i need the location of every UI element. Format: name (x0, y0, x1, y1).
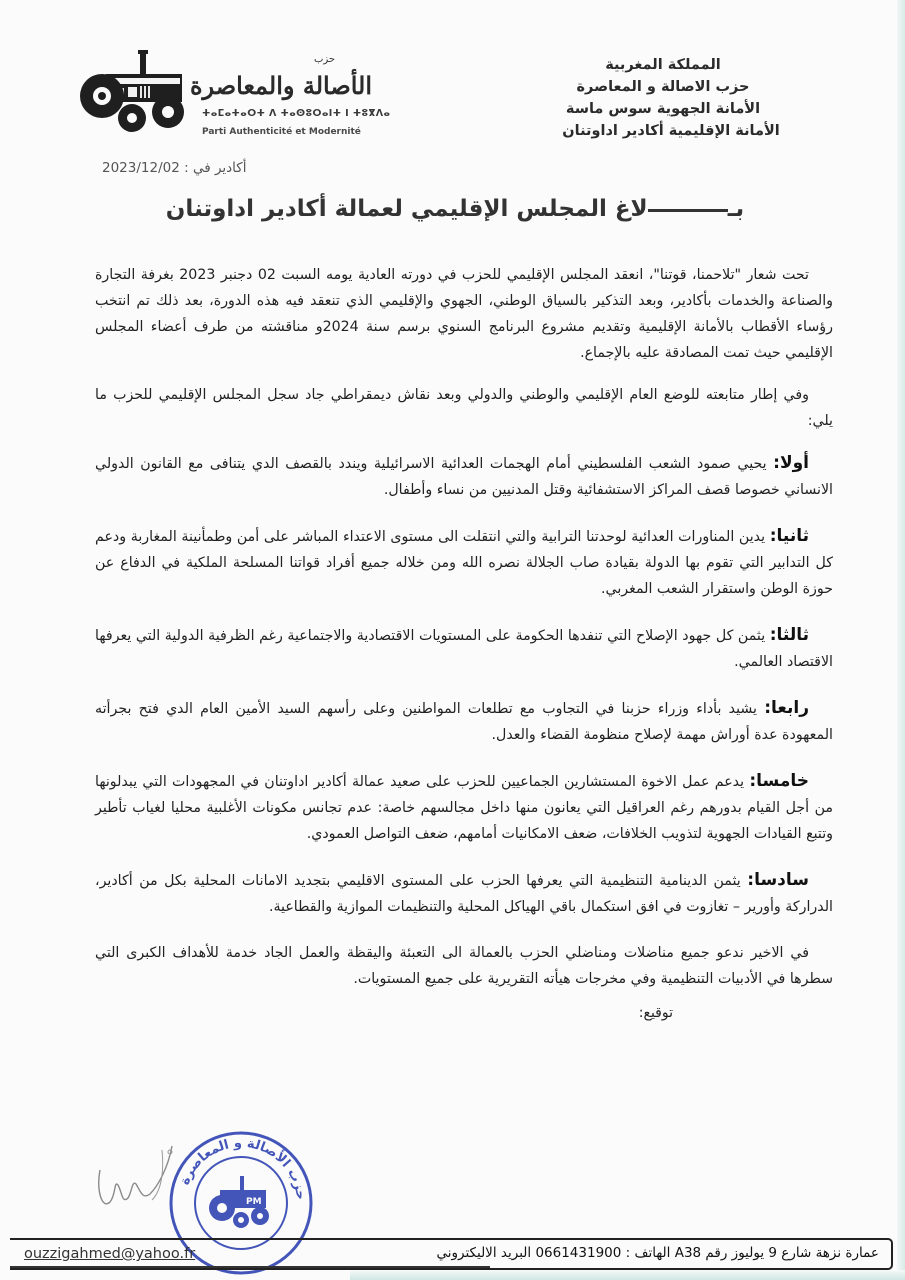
logo-tifinagh-name: ⵜⴰⵎⴰⵜⴰⵔⵜ ⴷ ⵜⴰⵙⵓⵔⴰⵏⵜ ⵏ ⵜⵓⴳⴷⴰ (202, 108, 391, 119)
logo-hizb-word: حزب (314, 54, 336, 65)
item-text: يشيد بأداء وزراء حزبنا في التجاوب مع تطلعات المواطنين وعلى رأسهم السيد الأمين العام الدي فتح بجرأته المعهودة عدة أوراش مهمة لإصلاح منظومة القضاء والعدل. (95, 701, 833, 743)
date-value: 2023/12/02 (102, 160, 180, 176)
stamp-inner-mark: PM (246, 1197, 262, 1207)
item-text: يحيي صمود الشعب الفلسطيني أمام الهجمات العدائية الاسرائيلية ويندد بالقصف الدي يتنافى مع القانون الدولي الانساني خصوصا قصف المراكز الاستشفائية وقتل المدنيين من نساء وأطفال. (95, 456, 833, 498)
logo-arabic-name: الأصالة والمعاصرة (189, 71, 372, 100)
item-text: يثمن الدينامية التنظيمية التي يعرفها الحزب على المستوى الاقليمي بتجديد الامانات المحلية بكل من أكادير، الدراركة وأورير – تغازوت في افق استكمال باقي الهياكل المحلية والتنظيمات الموازية والقطاعية. (95, 873, 833, 915)
header-line-provincial: الأمانة الإقليمية أكادير اداوتنان (562, 123, 780, 139)
header-line-party: حزب الاصالة و المعاصرة (576, 79, 750, 95)
scan-edge-bottom (350, 1270, 905, 1280)
resolution-item-3 (95, 622, 833, 675)
footer-address: عمارة نزهة شارع 9 يوليوز رقم A38 الهاتف : 0661431900 البريد الاليكتروني (436, 1245, 879, 1261)
item-label: أولا: (773, 453, 810, 473)
stamp-ring-text: حزب الأصالة و المعاصرة (177, 1135, 309, 1201)
header-line-regional: الأمانة الجهوية سوس ماسة (565, 101, 761, 117)
logo-french-name: Parti Authenticité et Modernité (202, 127, 361, 137)
title-extension-line (648, 209, 728, 212)
signature-label: توقيع: (638, 1005, 673, 1021)
item-label: ثانيا: (769, 526, 809, 546)
document-date (102, 160, 246, 176)
item-text: يدين المناورات العدائية لوحدتنا الترابية والتي انتقلت الى مستوى الاعتداء المباشر على أمن وطمأنينة المغاربة ودعم كل التدابير التي تقوم بها الدولة بقيادة صاب الجلالة نصره الله ومن خلاله جميع أفراد قواتنا المسلحة الملكية في الدفاع عن حوزة الوطن واستقرار الشعب المغربي. (95, 529, 833, 597)
item-label: رابعا: (764, 698, 809, 718)
title-prefix: بـ (727, 196, 745, 222)
closing-paragraph: في الاخير ندعو جميع مناضلات ومناضلي الحزب بالعمالة الى التعبئة واليقظة والعمل الجاد خدمة للأهداف الكبرى التي سطرها في الأدبيات التنظيمية وفي مخرجات هيأته التقريرية على جميع المستويات. (95, 945, 833, 987)
item-text: يدعم عمل الاخوة المستشارين الجماعيين للحزب على صعيد عمالة أكادير اداوتنان في المجهودات التي يبدلونها من أجل القيام بدورهم رغم العراقيل التي يعانون منها داخل مجالسهم خاصة: عدم تجانس مكونات الأغلبية محليا لغياب تأطير وتتبع القيادات الجهوية لتذويب الخلافات، ضعف الامكانيات أمامهم، ضعف التواصل العمودي. (95, 774, 833, 842)
item-label: سادسا: (747, 870, 809, 890)
scan-edge-right (897, 0, 905, 1280)
resolution-item-5 (95, 768, 833, 847)
item-label: ثالثا: (769, 625, 809, 645)
item-label: خامسا: (749, 771, 809, 791)
title-text: لاغ المجلس الإقليمي لعمالة أكادير اداوتنان (165, 196, 648, 222)
document-body (95, 262, 833, 1026)
resolution-item-1 (95, 450, 833, 503)
intro-paragraph: تحت شعار "تلاحمنا، قوتنا"، انعقد المجلس الإقليمي للحزب في دورته العادية يومه السبت 02 دجنبر 2023 بغرفة التجارة والصناعة والخدمات بأكادير، وبعد التذكير بالسياق الوطني، الجهوي والإقليمي الذي تنعقد فيه هذه الدورة، بعد ذلك تم انتخب رؤساء الأقطاب بالأمانة الإقليمية وتقديم مشروع البرنامج السنوي برسم سنة 2024و مناقشته من طرف أعضاء المجلس الإقليمي حيث تمت المصادقة عليه بالإجماع. (95, 267, 833, 361)
party-logo (78, 40, 391, 150)
context-paragraph: وفي إطار متابعته للوضع العام الإقليمي والوطني والدولي وبعد نقاش ديمقراطي جاد سجل المجلس الإقليمي للحزب ما يلي: (95, 387, 833, 429)
document-title (140, 196, 770, 222)
tractor-icon (80, 48, 192, 134)
resolution-item-4 (95, 695, 833, 748)
date-label: أكادير في : (184, 160, 247, 176)
header-institution-block (533, 54, 793, 142)
item-text: يثمن كل جهود الإصلاح التي تنفدها الحكومة على المستويات الاقتصادية والاجتماعية رغم الظرفية الدولية التي يعرفها الاقتصاد العالمي. (95, 628, 833, 670)
resolution-item-2 (95, 523, 833, 602)
resolution-item-6 (95, 867, 833, 920)
footer-email-link[interactable]: ouzzigahmed@yahoo.fr (24, 1246, 196, 1262)
header-line-kingdom: المملكة المغربية (605, 57, 721, 73)
